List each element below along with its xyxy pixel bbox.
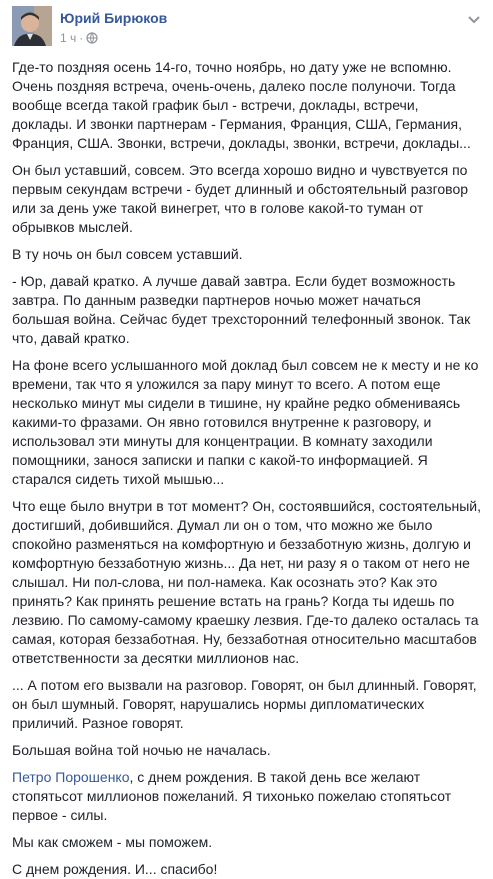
post-paragraph-7: ... А потом его вызвали на разговор. Говорят, он был длинный. Говорят, он был шумный. Говорят, нарушались нормы дипломатических приличий. Разное говорят.	[12, 677, 477, 731]
post-paragraph-2: Он был уставший, совсем. Это всегда хорошо видно и чувствуется по первым секундам встречи - будет длинный и обстоятельный разговор или за день уже такой винегрет, что в голове какой-то туман от обрывков мыслей.	[12, 162, 469, 235]
post-paragraph-4: - Юр, давай кратко. А лучше давай завтра. Если будет возможность завтра. По данным разведки партнеров ночью может начаться большая война. Сейчас будет трехсторонний телефонный звонок. Так что, давай кратко.	[12, 273, 471, 346]
post-paragraph-8: Большая война той ночью не началась.	[12, 742, 271, 758]
closing-paragraph-2: С днем рождения. И... спасибо!	[12, 861, 218, 877]
globe-icon[interactable]	[86, 32, 98, 44]
post-paragraph-1: Где-то поздняя осень 14-го, точно ноябрь, но дату уже не вспомню. Очень поздняя встреча, очень-очень, далеко после полуночи. Тогда вообще всегда такой график был - встречи, доклады, встречи, доклады. И звонки партнерам - Германия, Франция, США, Германия, Франция, США. Звонки, встречи, доклады, звонки, встречи, доклады...	[12, 59, 471, 151]
post-meta	[60, 31, 98, 45]
avatar[interactable]	[12, 6, 52, 46]
post-paragraph-3: В ту ночь он был совсем уставший.	[12, 246, 243, 262]
author-name[interactable]: Юрий Бирюков	[60, 10, 168, 26]
post-timestamp[interactable]: 1 ч	[60, 31, 77, 45]
birthday-paragraph	[12, 768, 481, 825]
post-header	[0, 0, 493, 58]
post-paragraph-5: На фоне всего услышанного мой доклад был совсем не к месту и не ко времени, так что я уложился за пару минут то всего. А потом еще несколько минут мы сидели в тишине, ну крайне редко обмениваясь какими-то фразами. Он явно готовился внутренне к разговору, и использовал эти минуты для концентрации. В комнату заходили помощники, занося записки и папки с какой-то информацией. Я старался сидеть тихой мышью...	[12, 357, 479, 487]
meta-separator: ·	[79, 31, 84, 45]
chevron-down-icon[interactable]	[467, 12, 481, 22]
post-paragraph-6: Что еще было внутри в тот момент? Он, состоявшийся, состоятельный, достигший, добившийся. Думал ли он о том, что можно же было спокойно разменяться на комфортную и беззаботную жизнь, долгую и комфортную беззаботную жизнь... Да нет, ни разу я о таком от него не слышал. Ни пол-слова, ни пол-намека. Как осознать это? Как это принять? Как принять решение встать на грань? Когда ты идешь по лезвию. По самому-самому краешку лезвия. Где-то далеко осталась та самая, которая беззаботная. Ну, беззаботная относительно масштабов ответственности за десятки миллионов нас.	[12, 498, 481, 666]
avatar-portrait-icon	[12, 6, 52, 46]
birthday-text: , с днем рождения. В такой день все желают стопятьсот миллионов пожеланий. Я тихонько пожелаю стопятьсот первое - силы.	[12, 769, 452, 823]
mention-link[interactable]: Петро Порошенко	[12, 769, 130, 785]
post-body	[0, 58, 493, 879]
closing-paragraph-1: Мы как сможем - мы поможем.	[12, 834, 213, 850]
